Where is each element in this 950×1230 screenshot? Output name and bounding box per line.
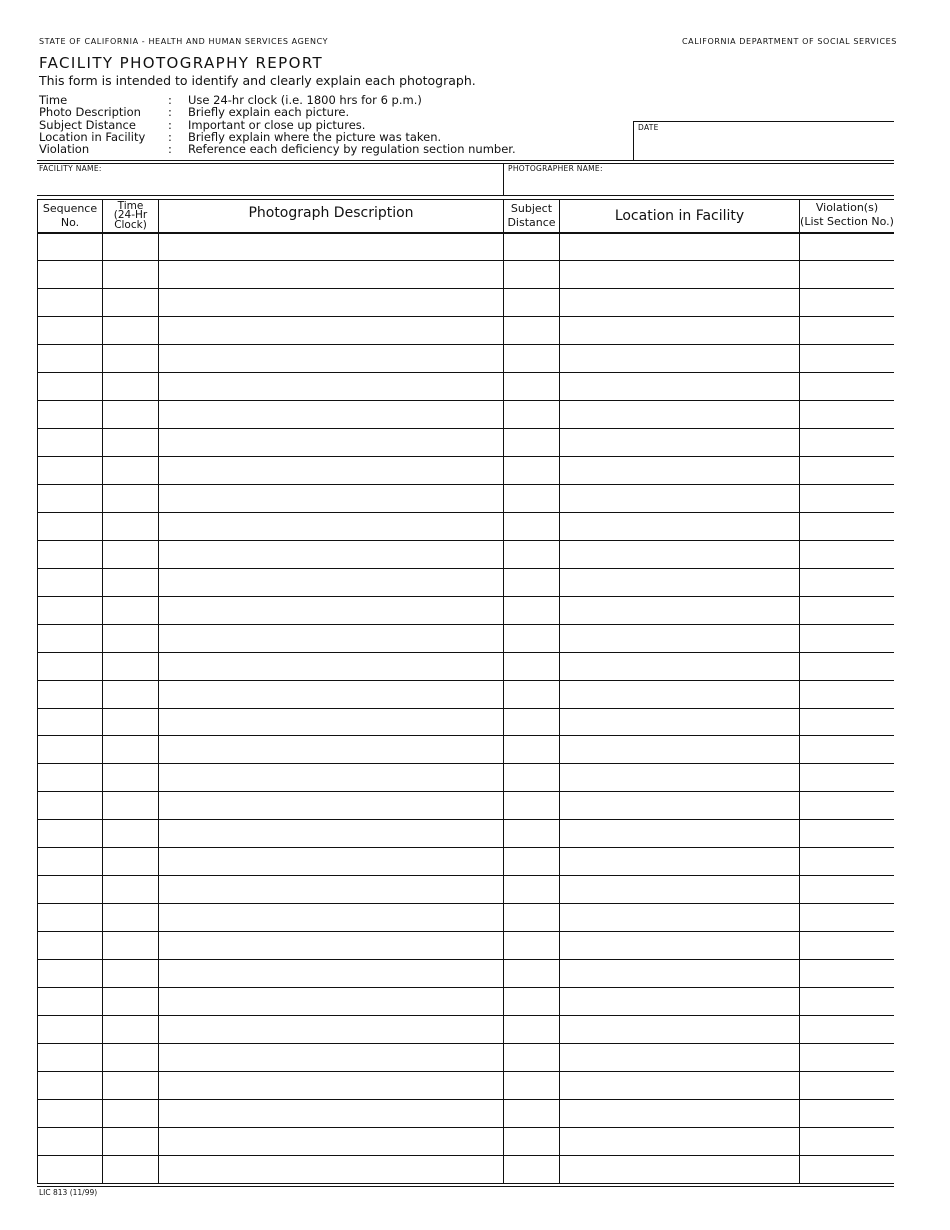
row-divider	[37, 763, 894, 764]
table-cell-time[interactable]	[103, 598, 158, 623]
table-cell-distance[interactable]	[504, 514, 559, 539]
table-cell-description[interactable]	[159, 710, 503, 735]
table-cell-violation[interactable]	[800, 542, 894, 567]
table-cell-description[interactable]	[159, 458, 503, 483]
date-label: DATE	[638, 123, 659, 132]
table-cell-location[interactable]	[560, 654, 799, 679]
row-divider	[37, 624, 894, 625]
table-cell-location[interactable]	[560, 765, 799, 790]
instruction-separator: :	[168, 93, 172, 107]
table-cell-violation[interactable]	[800, 1073, 894, 1098]
table-cell-violation[interactable]	[800, 318, 894, 343]
table-cell-description[interactable]	[159, 542, 503, 567]
table-cell-location[interactable]	[560, 989, 799, 1014]
table-cell-location[interactable]	[560, 1073, 799, 1098]
column-header-description: Photograph Description	[248, 205, 414, 222]
table-cell-time[interactable]	[103, 682, 158, 707]
table-cell-time[interactable]	[103, 514, 158, 539]
table-cell-location[interactable]	[560, 737, 799, 762]
row-divider	[37, 1015, 894, 1016]
table-cell-sequence[interactable]	[38, 1129, 102, 1154]
table-cell-sequence[interactable]	[38, 402, 102, 427]
table-cell-description[interactable]	[159, 318, 503, 343]
instruction-separator: :	[168, 142, 172, 156]
table-cell-description[interactable]	[159, 961, 503, 986]
table-cell-description[interactable]	[159, 626, 503, 651]
instruction-label: Violation	[39, 142, 90, 156]
table-cell-violation[interactable]	[800, 710, 894, 735]
table-cell-time[interactable]	[103, 737, 158, 762]
table-cell-distance[interactable]	[504, 737, 559, 762]
table-cell-description[interactable]	[159, 402, 503, 427]
table-cell-description[interactable]	[159, 234, 503, 259]
table-cell-sequence[interactable]	[38, 961, 102, 986]
instruction-text: Important or close up pictures.	[188, 118, 366, 132]
table-cell-sequence[interactable]	[38, 1101, 102, 1126]
photographer-name-label: PHOTOGRAPHER NAME:	[508, 164, 603, 173]
instruction-label: Photo Description	[39, 105, 141, 119]
table-cell-violation[interactable]	[800, 849, 894, 874]
department-name: CALIFORNIA DEPARTMENT OF SOCIAL SERVICES	[682, 37, 897, 46]
table-cell-location[interactable]	[560, 961, 799, 986]
table-cell-sequence[interactable]	[38, 989, 102, 1014]
table-cell-description[interactable]	[159, 486, 503, 511]
table-cell-distance[interactable]	[504, 626, 559, 651]
table-cell-location[interactable]	[560, 821, 799, 846]
row-divider	[37, 1071, 894, 1072]
table-cell-sequence[interactable]	[38, 458, 102, 483]
table-cell-violation[interactable]	[800, 1101, 894, 1126]
table-cell-location[interactable]	[560, 710, 799, 735]
table-cell-distance[interactable]	[504, 430, 559, 455]
row-divider	[37, 540, 894, 541]
row-divider	[37, 400, 894, 401]
table-cell-description[interactable]	[159, 989, 503, 1014]
form-subtitle: This form is intended to identify and clearly explain each photograph.	[39, 73, 476, 88]
table-cell-description[interactable]	[159, 1073, 503, 1098]
row-divider	[37, 847, 894, 848]
table-cell-time[interactable]	[103, 877, 158, 902]
table-cell-location[interactable]	[560, 458, 799, 483]
table-cell-violation[interactable]	[800, 765, 894, 790]
row-divider	[37, 819, 894, 820]
row-divider	[37, 344, 894, 345]
table-cell-distance[interactable]	[504, 1073, 559, 1098]
row-divider	[37, 1099, 894, 1100]
table-cell-violation[interactable]	[800, 1129, 894, 1154]
row-divider	[37, 875, 894, 876]
table-cell-time[interactable]	[103, 402, 158, 427]
column-header-distance: Subject Distance	[507, 202, 556, 229]
table-cell-distance[interactable]	[504, 570, 559, 595]
table-cell-description[interactable]	[159, 514, 503, 539]
photographer-name-field[interactable]	[504, 175, 893, 194]
row-divider	[37, 903, 894, 904]
table-cell-location[interactable]	[560, 905, 799, 930]
row-divider	[37, 428, 894, 429]
table-cell-violation[interactable]	[800, 905, 894, 930]
instruction-text: Briefly explain where the picture was taken.	[188, 130, 442, 144]
table-cell-distance[interactable]	[504, 821, 559, 846]
table-cell-sequence[interactable]	[38, 793, 102, 818]
table-cell-time[interactable]	[103, 849, 158, 874]
table-cell-description[interactable]	[159, 1101, 503, 1126]
column-header-violation: Violation(s) (List Section No.)	[800, 201, 894, 228]
instruction-label: Subject Distance	[39, 118, 136, 132]
row-divider	[37, 735, 894, 736]
table-cell-description[interactable]	[159, 849, 503, 874]
table-cell-time[interactable]	[103, 486, 158, 511]
table-cell-sequence[interactable]	[38, 877, 102, 902]
table-cell-location[interactable]	[560, 1017, 799, 1042]
table-cell-time[interactable]	[103, 821, 158, 846]
table-cell-time[interactable]	[103, 989, 158, 1014]
table-cell-description[interactable]	[159, 346, 503, 371]
table-cell-violation[interactable]	[800, 1045, 894, 1070]
table-cell-description[interactable]	[159, 1157, 503, 1182]
table-cell-distance[interactable]	[504, 849, 559, 874]
row-divider	[37, 288, 894, 289]
row-divider	[37, 1155, 894, 1156]
table-cell-sequence[interactable]	[38, 654, 102, 679]
table-cell-distance[interactable]	[504, 1157, 559, 1182]
row-divider	[37, 708, 894, 709]
table-cell-time[interactable]	[103, 1157, 158, 1182]
table-cell-description[interactable]	[159, 1129, 503, 1154]
table-cell-location[interactable]	[560, 793, 799, 818]
column-header-sequence: Sequence No.	[42, 202, 98, 229]
table-cell-sequence[interactable]	[38, 542, 102, 567]
table-cell-description[interactable]	[159, 598, 503, 623]
table-cell-time[interactable]	[103, 290, 158, 315]
table-cell-description[interactable]	[159, 765, 503, 790]
table-cell-distance[interactable]	[504, 374, 559, 399]
table-cell-violation[interactable]	[800, 598, 894, 623]
table-cell-time[interactable]	[103, 318, 158, 343]
table-cell-sequence[interactable]	[38, 570, 102, 595]
table-cell-distance[interactable]	[504, 933, 559, 958]
table-cell-location[interactable]	[560, 262, 799, 287]
table-cell-location[interactable]	[560, 290, 799, 315]
facility-name-field[interactable]	[38, 175, 502, 194]
table-cell-time[interactable]	[103, 374, 158, 399]
row-divider	[37, 987, 894, 988]
table-cell-violation[interactable]	[800, 682, 894, 707]
table-cell-description[interactable]	[159, 262, 503, 287]
table-cell-sequence[interactable]	[38, 598, 102, 623]
table-cell-time[interactable]	[103, 542, 158, 567]
table-cell-sequence[interactable]	[38, 765, 102, 790]
table-cell-location[interactable]	[560, 234, 799, 259]
table-cell-sequence[interactable]	[38, 905, 102, 930]
table-cell-sequence[interactable]	[38, 710, 102, 735]
table-cell-distance[interactable]	[504, 542, 559, 567]
table-cell-sequence[interactable]	[38, 262, 102, 287]
table-cell-time[interactable]	[103, 905, 158, 930]
table-cell-violation[interactable]	[800, 1157, 894, 1182]
table-cell-time[interactable]	[103, 262, 158, 287]
table-cell-violation[interactable]	[800, 234, 894, 259]
table-cell-description[interactable]	[159, 905, 503, 930]
table-cell-sequence[interactable]	[38, 430, 102, 455]
table-cell-location[interactable]	[560, 486, 799, 511]
table-cell-time[interactable]	[103, 458, 158, 483]
table-cell-violation[interactable]	[800, 1017, 894, 1042]
row-divider	[37, 931, 894, 932]
row-divider	[37, 596, 894, 597]
table-cell-violation[interactable]	[800, 933, 894, 958]
instruction-text: Briefly explain each picture.	[188, 105, 350, 119]
table-cell-distance[interactable]	[504, 318, 559, 343]
table-cell-description[interactable]	[159, 793, 503, 818]
table-cell-location[interactable]	[560, 570, 799, 595]
table-cell-description[interactable]	[159, 737, 503, 762]
table-cell-location[interactable]	[560, 1101, 799, 1126]
table-cell-sequence[interactable]	[38, 1017, 102, 1042]
row-divider	[37, 680, 894, 681]
table-cell-location[interactable]	[560, 1129, 799, 1154]
table-cell-distance[interactable]	[504, 234, 559, 259]
table-bottom-border	[37, 1183, 894, 1184]
table-cell-time[interactable]	[103, 710, 158, 735]
table-cell-sequence[interactable]	[38, 1045, 102, 1070]
table-cell-sequence[interactable]	[38, 737, 102, 762]
table-cell-violation[interactable]	[800, 961, 894, 986]
table-cell-distance[interactable]	[504, 486, 559, 511]
table-cell-sequence[interactable]	[38, 346, 102, 371]
table-cell-violation[interactable]	[800, 458, 894, 483]
table-cell-violation[interactable]	[800, 486, 894, 511]
row-divider	[37, 456, 894, 457]
table-cell-time[interactable]	[103, 570, 158, 595]
table-cell-violation[interactable]	[800, 821, 894, 846]
agency-name: STATE OF CALIFORNIA - HEALTH AND HUMAN SERVICES AGENCY	[39, 37, 329, 46]
table-cell-time[interactable]	[103, 430, 158, 455]
table-cell-sequence[interactable]	[38, 290, 102, 315]
row-divider	[37, 484, 894, 485]
table-cell-distance[interactable]	[504, 458, 559, 483]
instruction-separator: :	[168, 130, 172, 144]
table-cell-sequence[interactable]	[38, 933, 102, 958]
table-cell-distance[interactable]	[504, 1101, 559, 1126]
table-cell-violation[interactable]	[800, 570, 894, 595]
table-cell-location[interactable]	[560, 1157, 799, 1182]
table-cell-location[interactable]	[560, 542, 799, 567]
table-cell-distance[interactable]	[504, 710, 559, 735]
table-cell-violation[interactable]	[800, 793, 894, 818]
table-cell-sequence[interactable]	[38, 1073, 102, 1098]
table-cell-distance[interactable]	[504, 1129, 559, 1154]
table-cell-location[interactable]	[560, 346, 799, 371]
table-cell-description[interactable]	[159, 821, 503, 846]
form-number: LIC 813 (11/99)	[39, 1188, 98, 1197]
column-header-location: Location in Facility	[614, 208, 745, 225]
fields-bottom-rule	[37, 195, 894, 196]
table-cell-time[interactable]	[103, 1101, 158, 1126]
table-cell-description[interactable]	[159, 682, 503, 707]
table-cell-violation[interactable]	[800, 514, 894, 539]
table-cell-location[interactable]	[560, 514, 799, 539]
table-cell-description[interactable]	[159, 290, 503, 315]
row-divider	[37, 512, 894, 513]
table-cell-location[interactable]	[560, 318, 799, 343]
table-cell-violation[interactable]	[800, 262, 894, 287]
table-cell-location[interactable]	[560, 430, 799, 455]
instruction-label: Location in Facility	[39, 130, 146, 144]
table-cell-description[interactable]	[159, 430, 503, 455]
table-cell-time[interactable]	[103, 1045, 158, 1070]
row-divider	[37, 568, 894, 569]
row-divider	[37, 959, 894, 960]
table-cell-description[interactable]	[159, 374, 503, 399]
table-cell-violation[interactable]	[800, 626, 894, 651]
table-cell-sequence[interactable]	[38, 849, 102, 874]
fields-top-rule	[37, 160, 894, 161]
date-field[interactable]	[634, 133, 893, 159]
table-cell-time[interactable]	[103, 1073, 158, 1098]
row-divider	[37, 652, 894, 653]
table-cell-distance[interactable]	[504, 877, 559, 902]
table-cell-description[interactable]	[159, 654, 503, 679]
table-cell-location[interactable]	[560, 402, 799, 427]
table-cell-sequence[interactable]	[38, 234, 102, 259]
table-cell-time[interactable]	[103, 793, 158, 818]
table-cell-location[interactable]	[560, 626, 799, 651]
table-cell-violation[interactable]	[800, 430, 894, 455]
table-cell-location[interactable]	[560, 877, 799, 902]
table-cell-distance[interactable]	[504, 346, 559, 371]
table-cell-sequence[interactable]	[38, 486, 102, 511]
instruction-label: Time	[39, 93, 68, 107]
table-cell-distance[interactable]	[504, 989, 559, 1014]
instruction-separator: :	[168, 118, 172, 132]
table-cell-distance[interactable]	[504, 765, 559, 790]
table-cell-distance[interactable]	[504, 961, 559, 986]
table-cell-distance[interactable]	[504, 682, 559, 707]
table-cell-violation[interactable]	[800, 654, 894, 679]
table-cell-description[interactable]	[159, 1045, 503, 1070]
table-cell-distance[interactable]	[504, 598, 559, 623]
table-cell-violation[interactable]	[800, 346, 894, 371]
table-cell-location[interactable]	[560, 682, 799, 707]
row-divider	[37, 1127, 894, 1128]
table-cell-distance[interactable]	[504, 290, 559, 315]
table-cell-location[interactable]	[560, 933, 799, 958]
table-cell-violation[interactable]	[800, 374, 894, 399]
instruction-separator: :	[168, 105, 172, 119]
table-cell-time[interactable]	[103, 234, 158, 259]
instruction-text: Reference each deficiency by regulation section number.	[188, 142, 516, 156]
table-cell-sequence[interactable]	[38, 318, 102, 343]
page-bottom-rule	[37, 1186, 894, 1187]
table-cell-sequence[interactable]	[38, 626, 102, 651]
table-cell-sequence[interactable]	[38, 374, 102, 399]
table-cell-time[interactable]	[103, 1129, 158, 1154]
table-cell-time[interactable]	[103, 933, 158, 958]
table-cell-location[interactable]	[560, 849, 799, 874]
row-divider	[37, 316, 894, 317]
table-cell-distance[interactable]	[504, 905, 559, 930]
table-cell-sequence[interactable]	[38, 514, 102, 539]
table-cell-time[interactable]	[103, 961, 158, 986]
column-header-time: Time (24-Hr Clock)	[113, 200, 148, 231]
instruction-text: Use 24-hr clock (i.e. 1800 hrs for 6 p.m.)	[188, 93, 422, 107]
fields-top-rule-inner	[37, 163, 894, 164]
table-cell-distance[interactable]	[504, 1045, 559, 1070]
date-box-top-border	[633, 121, 894, 122]
table-cell-time[interactable]	[103, 626, 158, 651]
table-cell-description[interactable]	[159, 933, 503, 958]
table-cell-violation[interactable]	[800, 989, 894, 1014]
table-cell-time[interactable]	[103, 346, 158, 371]
row-divider	[37, 1043, 894, 1044]
row-divider	[37, 791, 894, 792]
table-cell-violation[interactable]	[800, 290, 894, 315]
table-cell-time[interactable]	[103, 654, 158, 679]
table-cell-time[interactable]	[103, 1017, 158, 1042]
table-cell-sequence[interactable]	[38, 821, 102, 846]
table-cell-distance[interactable]	[504, 654, 559, 679]
table-cell-description[interactable]	[159, 1017, 503, 1042]
table-cell-violation[interactable]	[800, 877, 894, 902]
table-cell-violation[interactable]	[800, 737, 894, 762]
table-cell-location[interactable]	[560, 1045, 799, 1070]
row-divider	[37, 372, 894, 373]
table-cell-distance[interactable]	[504, 262, 559, 287]
table-cell-distance[interactable]	[504, 402, 559, 427]
table-cell-location[interactable]	[560, 374, 799, 399]
table-cell-violation[interactable]	[800, 402, 894, 427]
table-cell-description[interactable]	[159, 570, 503, 595]
table-cell-sequence[interactable]	[38, 1157, 102, 1182]
row-divider	[37, 260, 894, 261]
form-title: FACILITY PHOTOGRAPHY REPORT	[39, 54, 324, 72]
table-cell-distance[interactable]	[504, 793, 559, 818]
table-cell-sequence[interactable]	[38, 682, 102, 707]
table-cell-time[interactable]	[103, 765, 158, 790]
facility-name-label: FACILITY NAME:	[39, 164, 102, 173]
table-cell-location[interactable]	[560, 598, 799, 623]
table-cell-distance[interactable]	[504, 1017, 559, 1042]
table-cell-description[interactable]	[159, 877, 503, 902]
